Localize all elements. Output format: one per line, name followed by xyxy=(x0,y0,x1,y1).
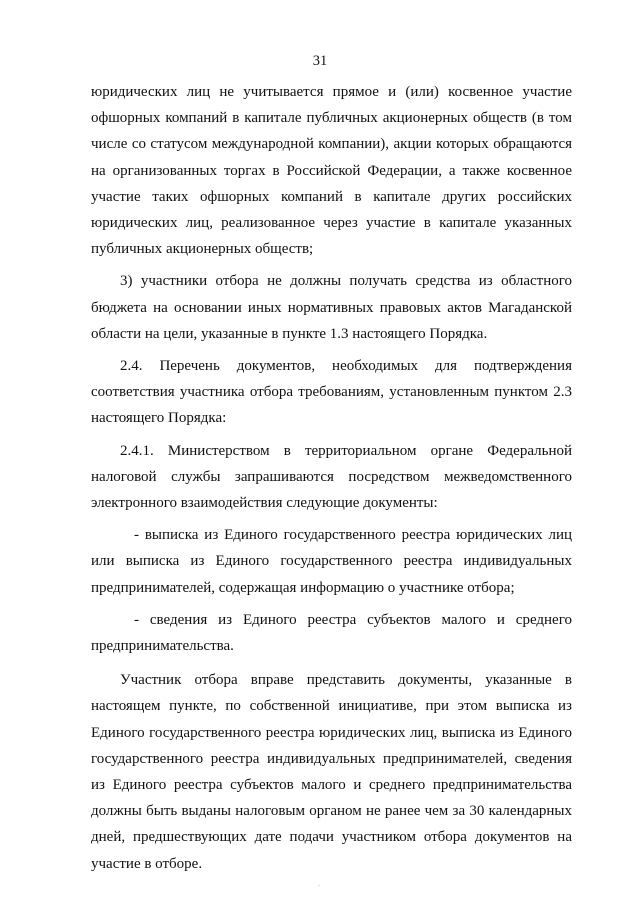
paragraph-participant-rights: Участник отбора вправе представить документы, указанные в настоящем пункте, по собственной инициативе, при этом выписка из Единого государственного реестра юридических лиц, выписка из Единого государственного реестра индивидуальных предпринимателей, сведения из Единого реестра субъектов малого и среднего предпринимательства должны быть выданы налоговым органом не ранее чем за 30 календарных дней, предшествующих дате подачи участником отбора документов на участие в отборе. xyxy=(91,672,572,872)
paragraph-2-4-1: 2.4.1. Министерством в территориальном органе Федеральной налоговой службы запрашиваются посредством межведомственного электронного взаимодействия следующие документы: xyxy=(91,442,572,512)
page-number: 31 xyxy=(312,53,328,69)
bullet-item-register-extract: - выписка из Единого государственного реестра юридических лиц или выписка из Единого государственного реестра индивидуальных предпринимателей, содержащая информацию о участнике отбора; xyxy=(91,527,572,596)
paragraph-continuation: юридических лиц не учитывается прямое и (или) косвенное участие офшорных компаний в капитале публичных акционерных обществ (в том числе со статусом международной компании), акции которых обращаются на организованных торгах в Российской Федерации, а также косвенное участие таких офшорных компаний в капитале других российских юридических лиц, реализованное через участие в капитале указанных публичных акционерных обществ; xyxy=(91,84,572,258)
page-bottom-mark: . xyxy=(318,878,321,888)
paragraph-item-3: 3) участники отбора не должны получать средства из областного бюджета на основании иных нормативных правовых актов Магаданской области на цели, указанные в пункте 1.3 настоящего Порядка. xyxy=(91,273,572,342)
bullet-item-sme-register: - сведения из Единого реестра субъектов малого и среднего предпринимательства. xyxy=(91,611,572,655)
document-body xyxy=(91,79,572,877)
paragraph-2-4: 2.4. Перечень документов, необходимых для подтверждения соответствия участника отбора требованиям, установленным пунктом 2.3 настоящего Порядка: xyxy=(91,358,572,427)
